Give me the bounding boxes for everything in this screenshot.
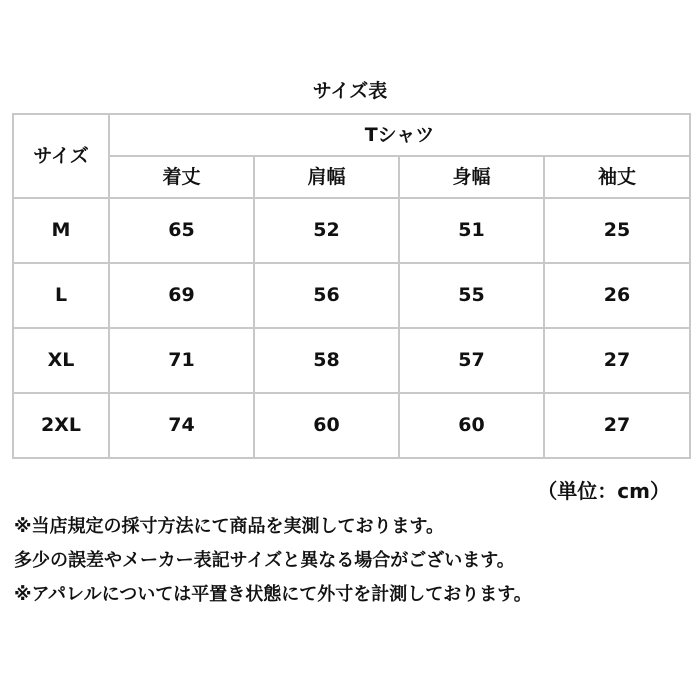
size-cell: 2XL	[13, 393, 109, 458]
column-header-row	[13, 156, 690, 198]
size-cell: M	[13, 198, 109, 263]
column-header-sleeve: 袖丈	[544, 156, 690, 198]
table-row	[13, 328, 690, 393]
value-cell: 27	[544, 328, 690, 393]
value-cell: 52	[254, 198, 399, 263]
value-cell: 60	[254, 393, 399, 458]
value-cell: 26	[544, 263, 690, 328]
page-title: サイズ表	[312, 80, 388, 102]
table-row	[13, 393, 690, 458]
unit-label: （単位：cm）	[537, 479, 670, 503]
note-line: 多少の誤差やメーカー表記サイズと異なる場合がございます。	[14, 550, 515, 571]
table-row	[13, 263, 690, 328]
size-cell: L	[13, 263, 109, 328]
value-cell: 60	[399, 393, 544, 458]
column-header-shoulder: 肩幅	[254, 156, 399, 198]
value-cell: 65	[109, 198, 254, 263]
value-cell: 71	[109, 328, 254, 393]
note-line: ※アパレルについては平置き状態にて外寸を計測しております。	[14, 584, 532, 605]
value-cell: 56	[254, 263, 399, 328]
note-line: ※当店規定の採寸方法にて商品を実測しております。	[14, 516, 445, 537]
value-cell: 55	[399, 263, 544, 328]
column-header-length: 着丈	[109, 156, 254, 198]
table-row	[13, 198, 690, 263]
size-cell: XL	[13, 328, 109, 393]
value-cell: 57	[399, 328, 544, 393]
value-cell: 25	[544, 198, 690, 263]
size-table	[12, 113, 691, 459]
value-cell: 69	[109, 263, 254, 328]
value-cell: 74	[109, 393, 254, 458]
column-header-chest: 身幅	[399, 156, 544, 198]
group-header: Tシャツ	[109, 114, 690, 156]
table-header-row	[13, 114, 690, 156]
notes	[14, 510, 694, 612]
size-header: サイズ	[13, 114, 109, 198]
value-cell: 51	[399, 198, 544, 263]
value-cell: 27	[544, 393, 690, 458]
value-cell: 58	[254, 328, 399, 393]
